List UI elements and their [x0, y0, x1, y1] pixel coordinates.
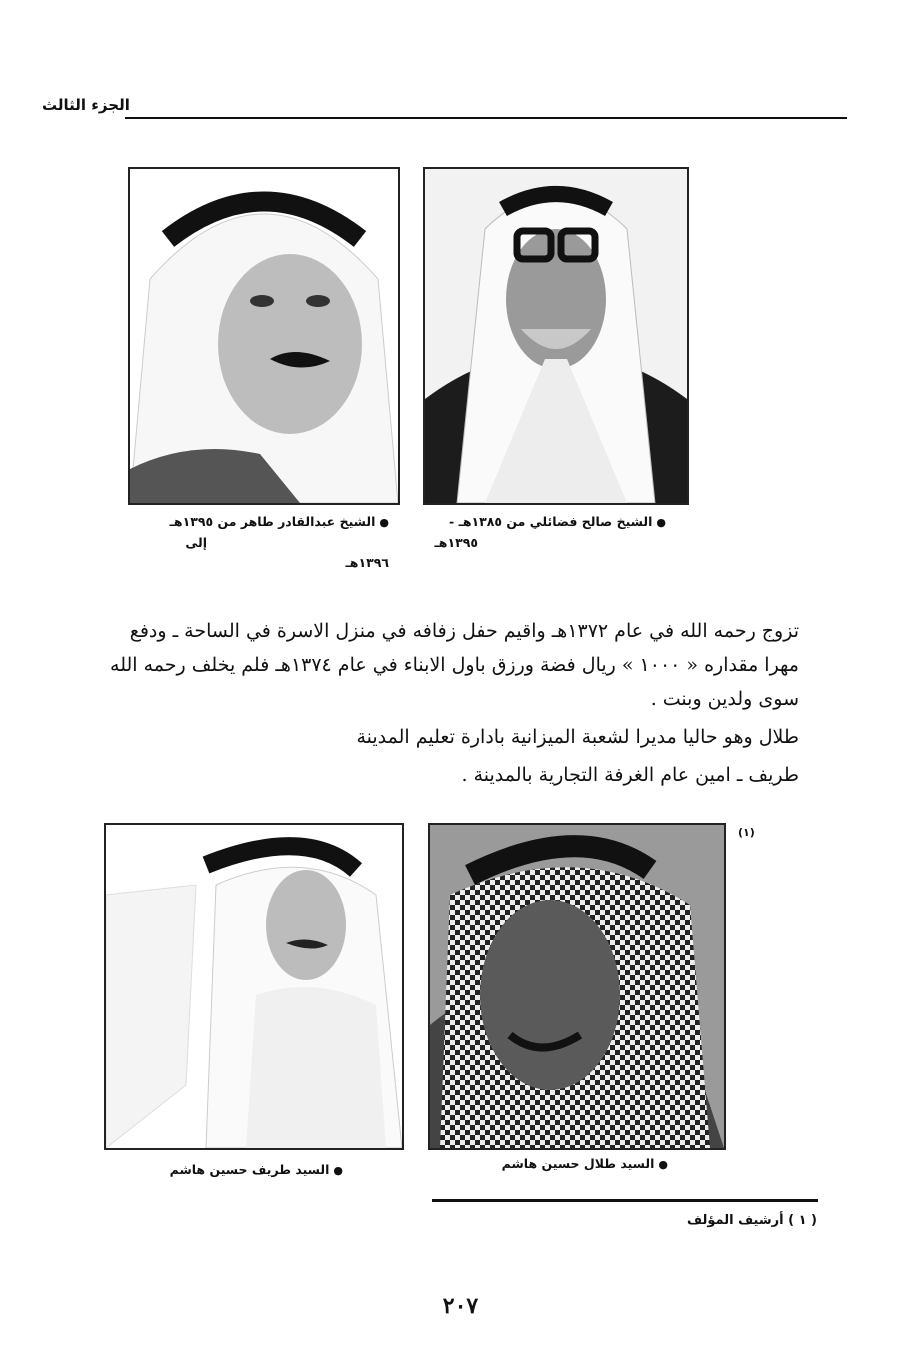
- caption-bottom-right: [502, 1154, 668, 1175]
- caption-bullet: ●: [333, 1164, 343, 1177]
- caption-bullet: ●: [658, 1158, 668, 1171]
- footnote-text: ( ١ ) أرشيف المؤلف: [686, 1213, 817, 1228]
- caption-text: الشيخ صالح فضائلي من ١٣٨٥هـ -: [449, 514, 653, 529]
- caption-text: السيد طلال حسين هاشم: [501, 1156, 655, 1171]
- caption-text-line2: ١٣٩٥هـ: [434, 535, 478, 550]
- photo-top-right: [423, 167, 689, 505]
- text-line: سوى ولدين وبنت .: [650, 688, 799, 710]
- photo-bottom-left: [104, 823, 404, 1150]
- caption-bullet: ●: [656, 516, 666, 529]
- body-paragraph: [39, 614, 799, 716]
- caption-text: الشيخ عبدالقادر طاهر من ١٣٩٥هـ: [169, 514, 376, 529]
- photo-top-left: [128, 167, 400, 505]
- caption-text: السيد طريف حسين هاشم: [169, 1162, 330, 1177]
- page-number: ٢٠٧: [442, 1293, 479, 1319]
- photo-bottom-right: [428, 823, 726, 1150]
- running-header-title: الجزء الثالث: [42, 96, 130, 114]
- portrait-man-white-ghutra-icon: [106, 825, 402, 1148]
- header-rule: [125, 117, 847, 119]
- text-line: مهرا مقداره « ١٠٠٠ » ريال فضة ورزق باول الابناء في عام ١٣٧٤هـ فلم يخلف رحمه الله: [110, 654, 799, 676]
- caption-bullet: ●: [379, 516, 389, 529]
- footnote-rule: [432, 1199, 818, 1202]
- caption-top-right: [426, 512, 666, 553]
- caption-bottom-left: [170, 1160, 343, 1181]
- portrait-man-ghutra-icon: [130, 169, 398, 503]
- portrait-man-checkered-shemagh-icon: [430, 825, 724, 1148]
- caption-top-left: [139, 512, 389, 573]
- footnote-marker: (١): [738, 826, 755, 839]
- caption-text-line2: إلى ١٣٩٦هـ: [185, 535, 389, 570]
- text-line: تزوج رحمه الله في عام ١٣٧٢هـ واقيم حفل زفافه في منزل الاسرة في الساحة ـ ودفع: [129, 620, 799, 642]
- portrait-man-glasses-ghutra-icon: [425, 169, 687, 503]
- body-line-talal: طلال وهو حاليا مديرا لشعبة الميزانية بادارة تعليم المدينة: [356, 726, 799, 748]
- body-line-tarif: طريف ـ امين عام الغرفة التجارية بالمدينة .: [461, 764, 799, 786]
